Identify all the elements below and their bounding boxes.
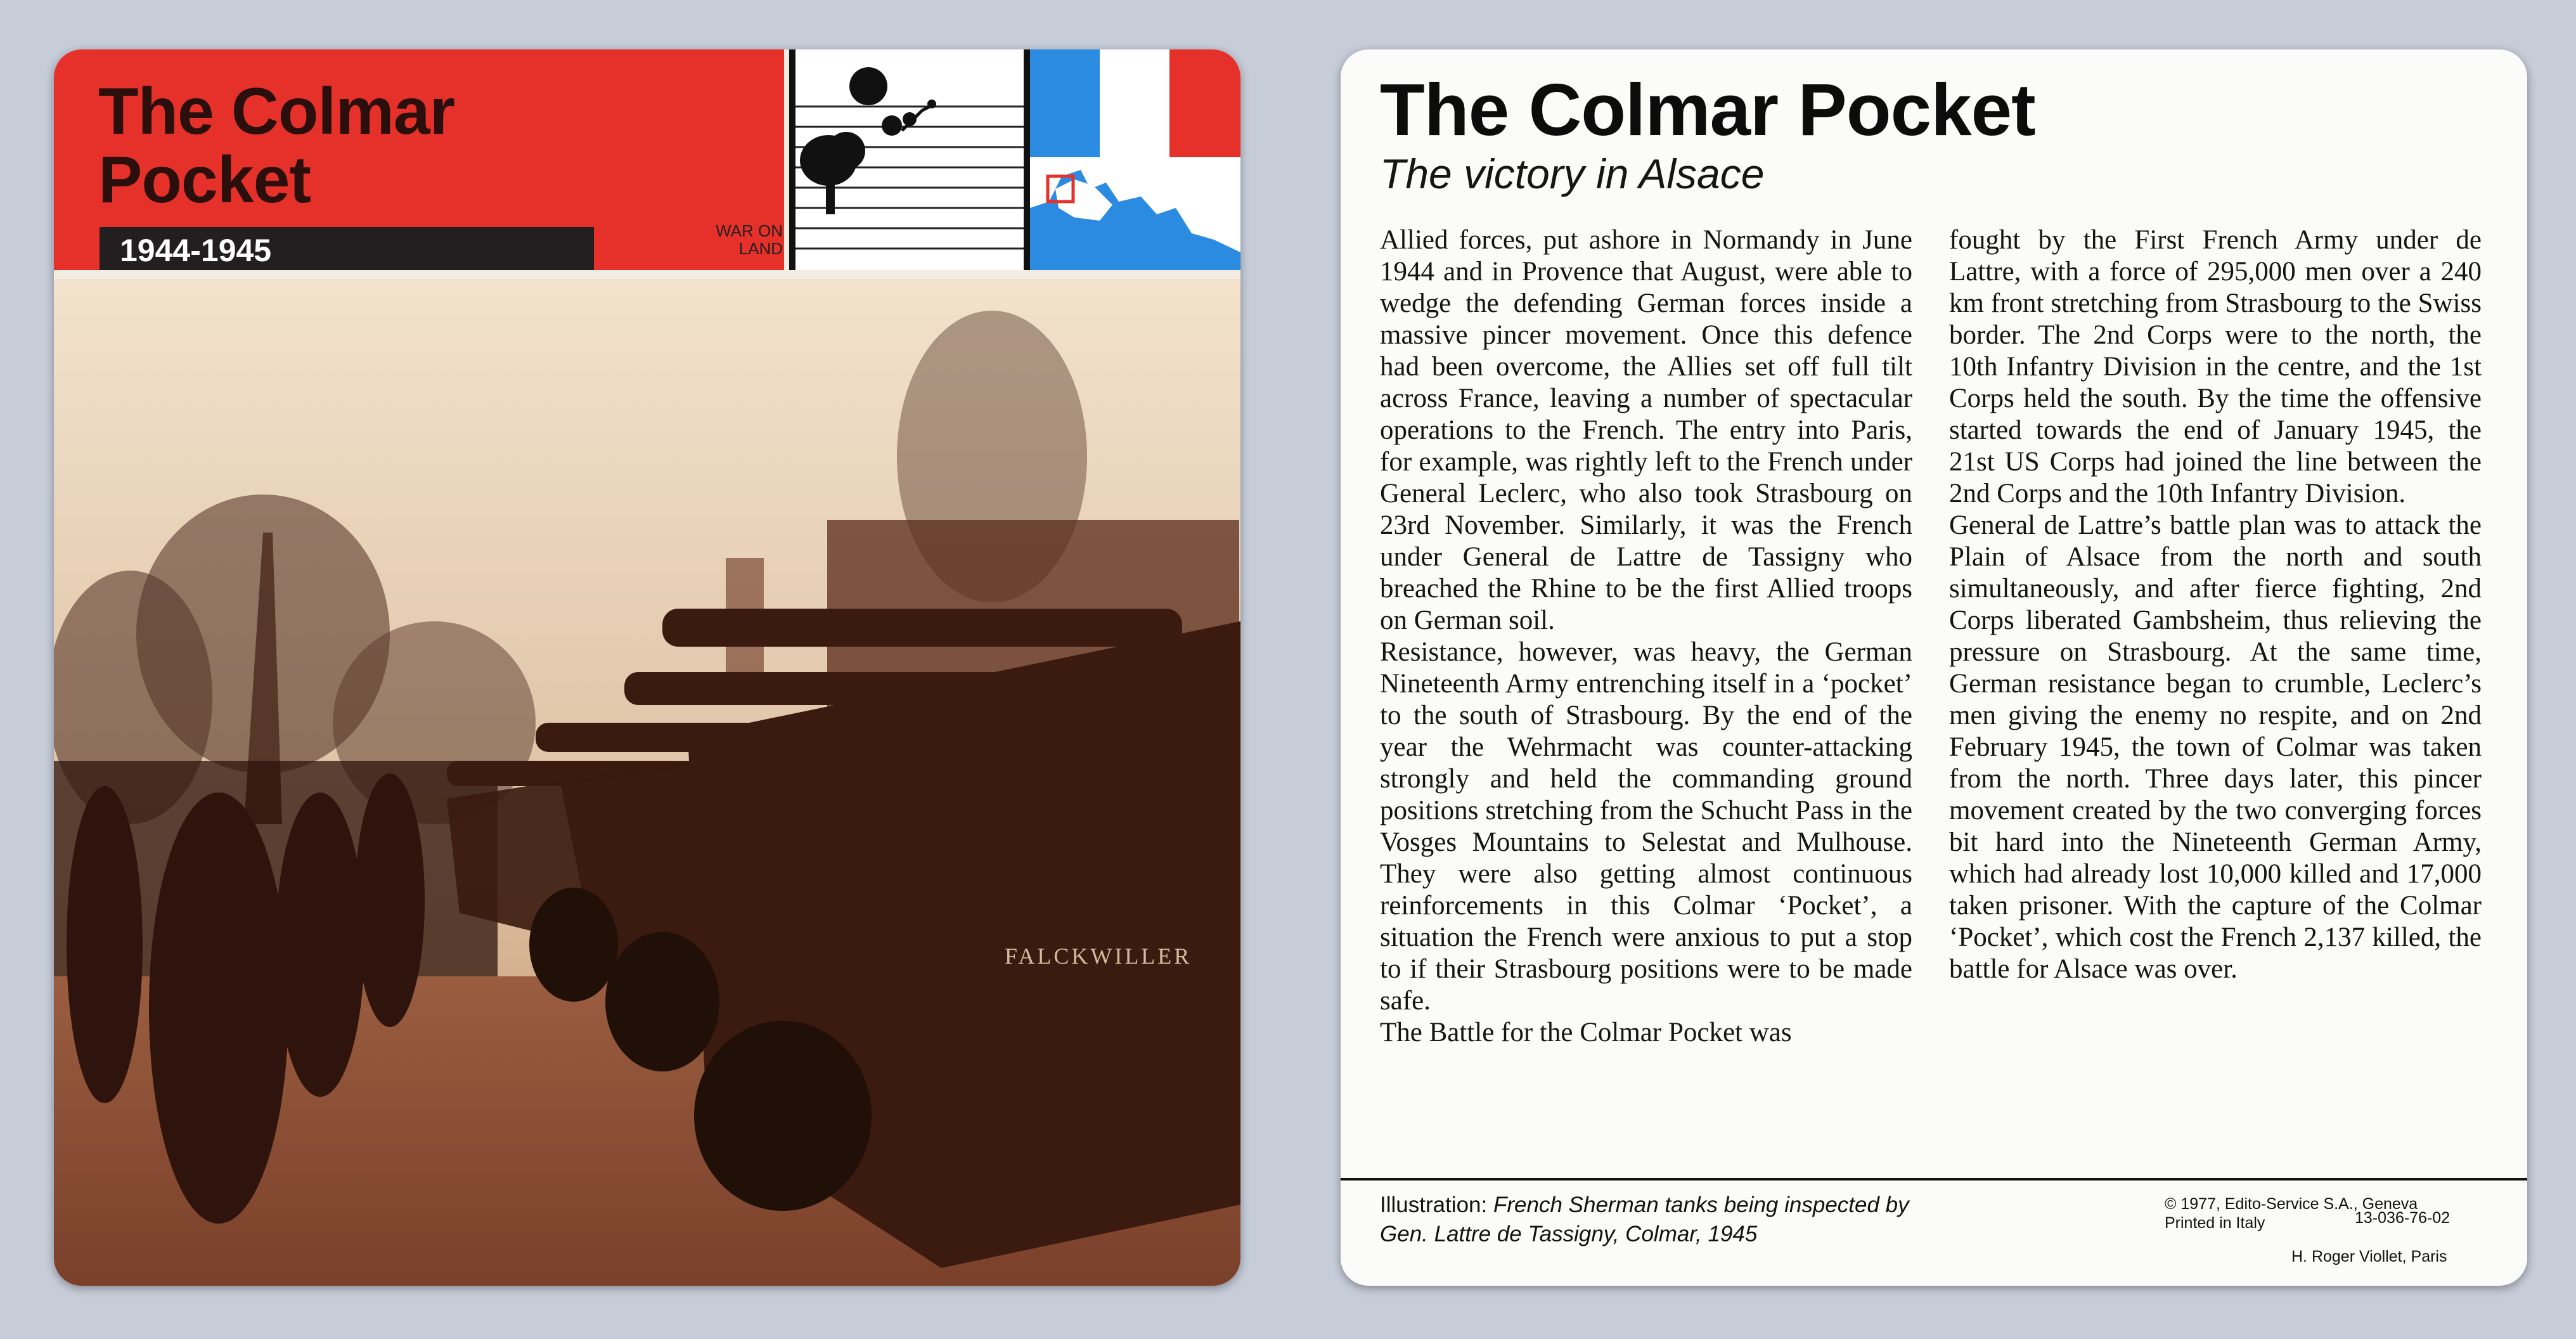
paragraph: Allied forces, put ashore in Normandy in June 1944 and in Provence that August, were able to wedge the defending German forces inside a massive pincer movement. Once this defence had been overcome, the Allies set off full tilt across France, leaving a number of spectacular operations to the French. The entry into Paris, for example, was rightly left to the French under General Leclerc, who also took Strasbourg on 23rd November. Similarly, it was the French under General de Lattre de Tassigny who breached the Rhine to be the first Allied troops on German soil. bbox=[1380, 225, 1912, 635]
years-label: 1944-1945 bbox=[120, 233, 272, 268]
printed-in: Printed in Italy bbox=[2165, 1214, 2265, 1232]
article-column-2 bbox=[1949, 224, 2482, 985]
category-line-1: WAR ON bbox=[716, 221, 783, 240]
svg-text:FALCKWILLER: FALCKWILLER bbox=[1005, 943, 1192, 969]
category-label bbox=[688, 222, 783, 257]
war-on-land-icon bbox=[789, 49, 1030, 270]
category-line-2: LAND bbox=[738, 239, 783, 258]
paragraph: Resistance, however, was heavy, the German Nineteenth Army entrenching itself in a ‘pocket’ to the south of Strasbourg. By the end of the year the Wehrmacht was counter-attacking strongly and held the commanding ground positions stretching from the Schucht Pass in the Vosges Mountains to Selestat and Mulhouse. They were also getting almost continuous reinforcements in this Colmar ‘Pocket’, a situation the French were anxious to put a stop to if their Strasbourg positions were to be made safe. bbox=[1380, 637, 1912, 1016]
title-line-2: Pocket bbox=[98, 143, 311, 217]
front-card bbox=[54, 49, 1240, 1286]
illustration-label: Illustration: bbox=[1380, 1193, 1488, 1217]
copyright-block bbox=[2165, 1194, 2482, 1232]
tank-inspection-photo bbox=[54, 279, 1240, 1286]
footer-divider bbox=[1341, 1178, 2527, 1181]
caption-line-1: French Sherman tanks being inspected by bbox=[1493, 1193, 1909, 1217]
card-code: 13-036-76-02 bbox=[2355, 1209, 2450, 1227]
paragraph: fought by the First French Army under de Lattre, with a force of 295,000 men over a 240 km front stretching from Strasbourg to the Swiss border. The 2nd Corps were to the north, the 10th Infantry Division in the centre, and the 1st Corps held the south. By the time the offensive started towards the end of January 1945, the 21st US Corps had joined the line between the 2nd Corps and the 10th Infantry Division. bbox=[1949, 225, 2482, 508]
back-subtitle: The victory in Alsace bbox=[1380, 150, 1765, 197]
title-line-1: The Colmar bbox=[98, 75, 455, 148]
article-column-1 bbox=[1380, 224, 1912, 1049]
back-title: The Colmar Pocket bbox=[1380, 68, 2035, 151]
caption-line-2: Gen. Lattre de Tassigny, Colmar, 1945 bbox=[1380, 1222, 1758, 1246]
illustration-caption bbox=[1380, 1191, 2014, 1249]
year-bar bbox=[100, 227, 594, 270]
paragraph: The Battle for the Colmar Pocket was bbox=[1380, 1018, 1792, 1047]
card-header bbox=[54, 49, 784, 270]
france-flag-and-map-icon bbox=[1030, 49, 1240, 270]
copyright-text: © 1977, Edito-Service S.A., Geneva bbox=[2165, 1195, 2418, 1213]
card-title bbox=[98, 75, 669, 217]
photo-credit: H. Roger Viollet, Paris bbox=[2291, 1248, 2447, 1265]
paragraph: General de Lattre’s battle plan was to attack the Plain of Alsace from the north and south simultaneously, and after fierce fighting, 2nd Corps liberated Gambsheim, thus relieving the pressure on Strasbourg. At the same time, German resistance began to crumble, Leclerc’s men giving the enemy no respite, and on 2nd February 1945, the town of Colmar was taken from the north. Three days later, this pincer movement created by the two converging forces bit hard into the Nineteenth German Army, which had already lost 10,000 killed and 17,000 taken prisoner. With the capture of the Colmar ‘Pocket’, which cost the French 2,137 killed, the battle for Alsace was over. bbox=[1949, 510, 2482, 984]
back-card bbox=[1341, 49, 2527, 1286]
